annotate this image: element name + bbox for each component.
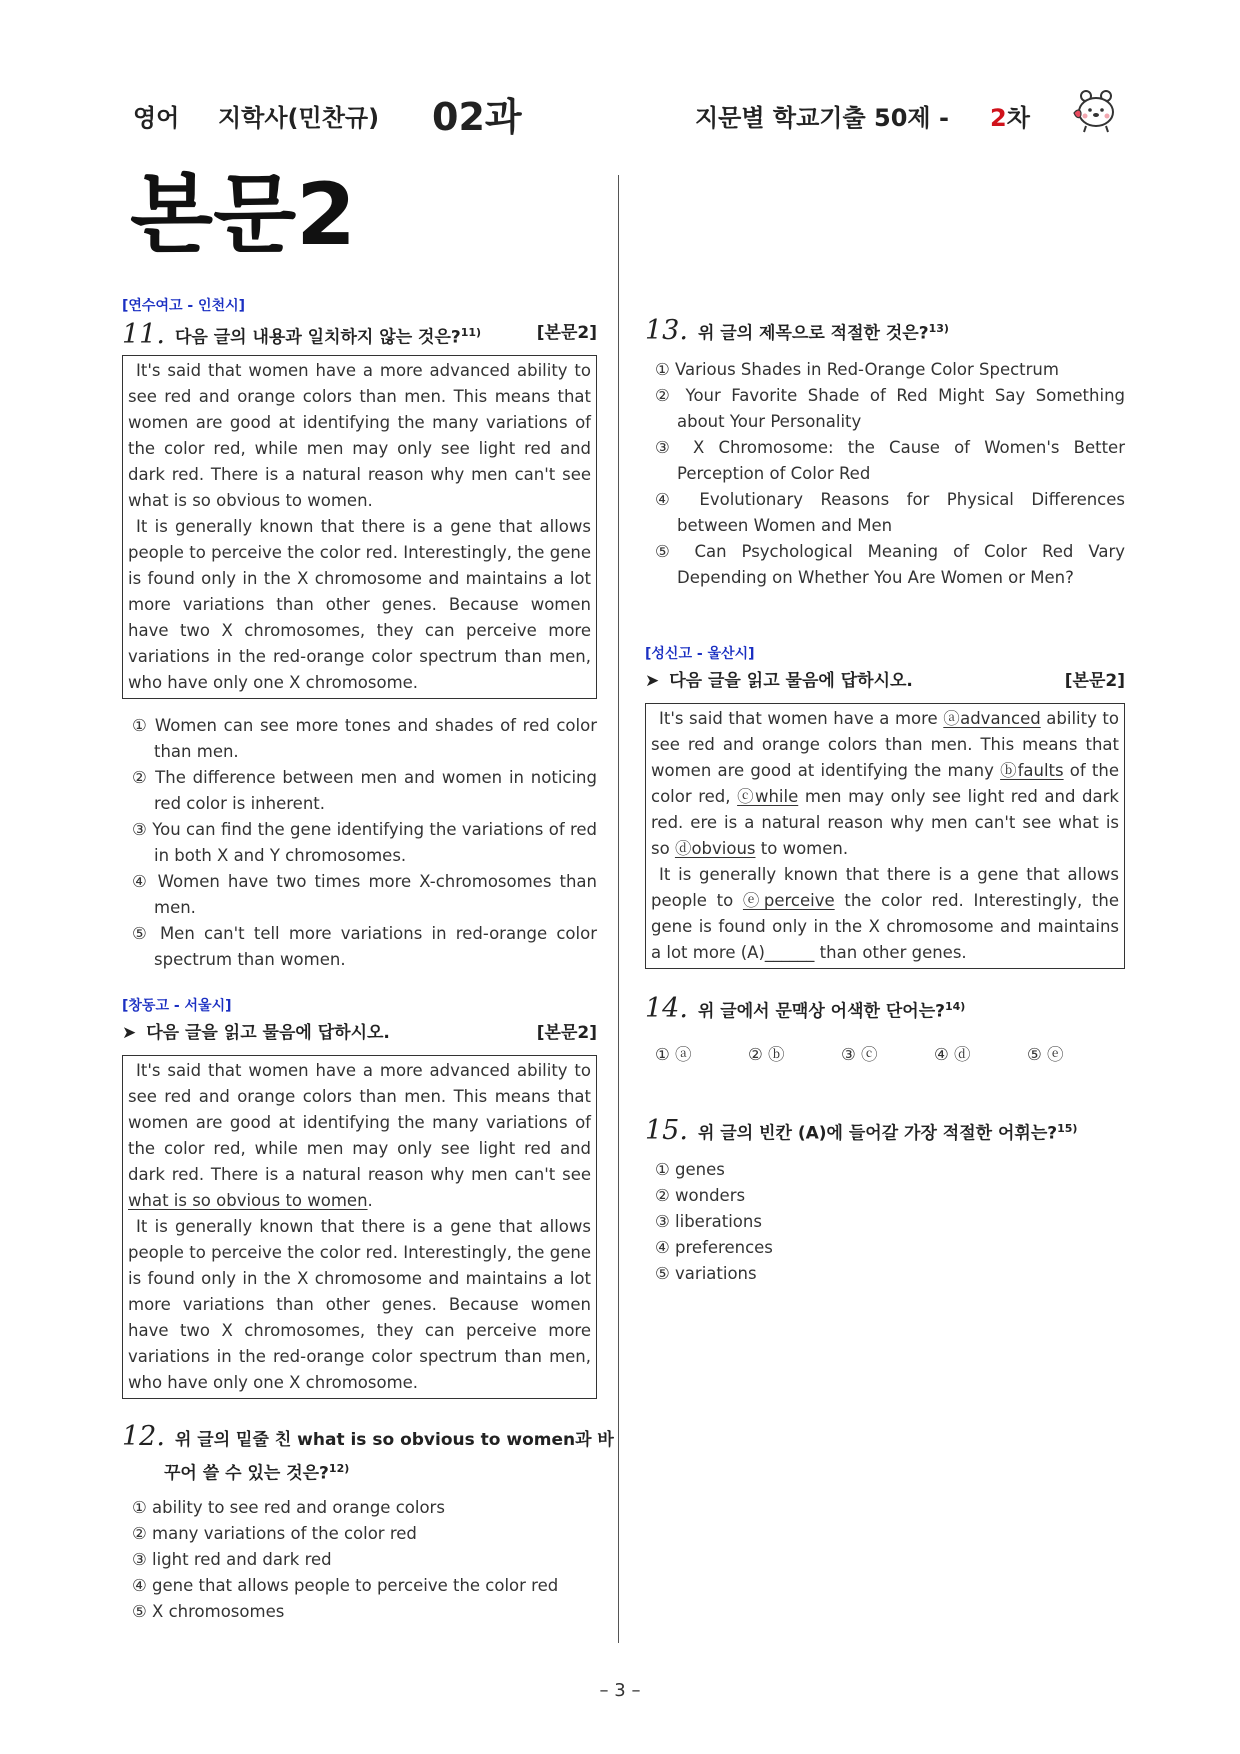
choice-item[interactable]: ② The difference between men and women in noticing red color is inherent. bbox=[132, 768, 597, 813]
header-lesson: 02과 bbox=[432, 95, 522, 139]
choice-list bbox=[132, 1495, 597, 1625]
section-title: 본문2 bbox=[130, 165, 356, 265]
question-number: 11. bbox=[122, 318, 165, 350]
choice-item[interactable]: ④ ⓓ bbox=[934, 1045, 971, 1064]
choice-item[interactable]: ① Various Shades in Red-Orange Color Spectrum bbox=[655, 360, 1059, 379]
choice-item[interactable]: ② ⓑ bbox=[748, 1045, 785, 1064]
question-number: 13. bbox=[645, 314, 688, 346]
choice-item[interactable]: ⑤ X chromosomes bbox=[132, 1602, 285, 1621]
choice-item[interactable]: ④ Women have two times more X-chromosomes than men. bbox=[132, 872, 597, 917]
choice-item[interactable]: ② wonders bbox=[655, 1186, 746, 1205]
question-prompt: 12. 위 글의 밑줄 친 what is so obvious to women과 바 bbox=[122, 1421, 614, 1452]
choice-item[interactable]: ⑤ ⓔ bbox=[1027, 1045, 1064, 1064]
question-prompt-cont: 꾸어 쓸 수 있는 것은?$^{12)}$ bbox=[164, 1462, 350, 1484]
choice-item[interactable]: ③ X Chromosome: the Cause of Women's Better Perception of Color Red bbox=[655, 438, 1125, 483]
passage-paragraph: It is generally known that there is a gene that allows people to ⓔperceive the color red. Interestingly, the gene is found only in the X chromosome and maintains a lot more (A)______ than other genes. bbox=[651, 865, 1119, 962]
question-14 bbox=[645, 991, 1125, 1065]
choice-item[interactable]: ② Your Favorite Shade of Red Might Say Something about Your Personality bbox=[655, 386, 1125, 431]
passage-paragraph: It is generally known that there is a gene that allows people to perceive the color red. Interestingly, the gene is found only in the X chromosome and maintains a lot more variations than other genes. Because women have two X chromosomes, they can perceive more variations in the red-orange color spectrum than men, who have only one X chromosome. bbox=[128, 517, 591, 692]
header-series: 지문별 학교기출 50제 - bbox=[695, 104, 949, 132]
question-prompt: 11. 다음 글의 내용과 일치하지 않는 것은?$^{11)}$ [본문2] bbox=[122, 318, 597, 350]
choice-list bbox=[655, 1041, 1125, 1065]
question-source: [창동고 - 서울시] bbox=[122, 998, 232, 1014]
blank-a: ______ bbox=[764, 943, 815, 962]
header-subject: 영어 bbox=[133, 104, 180, 132]
marked-word-e: ⓔperceive bbox=[742, 891, 835, 910]
question-number: 12. bbox=[122, 1421, 165, 1452]
choice-item[interactable]: ④ Evolutionary Reasons for Physical Differences between Women and Men bbox=[655, 490, 1125, 535]
choice-item[interactable]: ① Women can see more tones and shades of red color than men. bbox=[132, 716, 597, 761]
question-prompt: 14. 위 글에서 문맥상 어색한 단어는?$^{14)}$ bbox=[645, 992, 966, 1024]
choice-item[interactable]: ② many variations of the color red bbox=[132, 1524, 417, 1543]
column-divider bbox=[618, 175, 619, 1643]
passage-paragraph: It's said that women have a more advanced ability to see red and orange colors than men. This means that women are good at identifying the many variations of the color red, while men may only see light red and dark red. There is a natural reason why men can't see what is so obvious to women. bbox=[128, 361, 591, 510]
passage-box bbox=[645, 703, 1125, 969]
choice-list bbox=[655, 357, 1125, 591]
choice-item[interactable]: ⑤ Can Psychological Meaning of Color Red Vary Depending on Whether You Are Women or Men? bbox=[655, 542, 1125, 587]
right-column bbox=[645, 313, 1125, 1287]
question-number: 15. bbox=[645, 1114, 688, 1146]
choice-item[interactable]: ① genes bbox=[655, 1160, 725, 1179]
question-15 bbox=[645, 1113, 1125, 1287]
choice-item[interactable]: ③ light red and dark red bbox=[132, 1550, 332, 1569]
section-tag: [본문2] bbox=[536, 323, 597, 343]
marked-word-a: ⓐadvanced bbox=[943, 709, 1041, 728]
passage-set-12 bbox=[122, 995, 597, 1399]
arrow-icon: ➤ bbox=[645, 671, 660, 691]
choice-item[interactable]: ① ability to see red and orange colors bbox=[132, 1498, 445, 1517]
choice-list bbox=[655, 1157, 1125, 1287]
question-source: [성신고 - 울산시] bbox=[645, 646, 755, 662]
instruction-line: ➤ 다음 글을 읽고 물음에 답하시오. [본문2] bbox=[122, 1017, 597, 1049]
mascot-icon bbox=[1072, 86, 1120, 134]
choice-item[interactable]: ④ gene that allows people to perceive the color red bbox=[132, 1576, 559, 1595]
page-number: – 3 – bbox=[599, 1680, 641, 1701]
question-prompt: 13. 위 글의 제목으로 적절한 것은?$^{13)}$ bbox=[645, 314, 949, 346]
marked-word-c: ⓒwhile bbox=[737, 787, 799, 806]
question-source: [연수여고 - 인천시] bbox=[122, 298, 246, 314]
question-13 bbox=[645, 313, 1125, 591]
choice-item[interactable]: ⑤ variations bbox=[655, 1264, 757, 1283]
choice-item[interactable]: ① ⓐ bbox=[655, 1045, 692, 1064]
passage-paragraph: It's said that women have a more advanced ability to see red and orange colors than men. This means that women are good at identifying the many variations of the color red, while men may only see light red and dark red. There is a natural reason why men can't see what is so obvious to women. bbox=[128, 1061, 591, 1210]
choice-item[interactable]: ③ ⓒ bbox=[841, 1045, 878, 1064]
underlined-phrase: what is so obvious to women bbox=[128, 1191, 368, 1210]
choice-item[interactable]: ④ preferences bbox=[655, 1238, 773, 1257]
question-11 bbox=[122, 295, 597, 973]
left-column bbox=[122, 295, 614, 1625]
passage-box bbox=[122, 1055, 597, 1399]
passage-paragraph: It's said that women have a more ⓐadvanced ability to see red and orange colors than men. This means that women are good at identifying the many ⓑfaults of the color red, ⓒwhile men may only see light red and dark red. ere is a natural reason why men can't see what is so ⓓobvious to women. bbox=[651, 709, 1119, 858]
section-tag: [본문2] bbox=[1064, 671, 1125, 691]
choice-item[interactable]: ③ You can find the gene identifying the variations of red in both X and Y chromosomes. bbox=[132, 820, 597, 865]
passage-paragraph: It is generally known that there is a gene that allows people to perceive the color red. Interestingly, the gene is found only in the X chromosome and maintains a lot more variations than other genes. Because women have two X chromosomes, they can perceive more variations in the red-orange color spectrum than men, who have only one X chromosome. bbox=[128, 1217, 591, 1392]
section-tag: [본문2] bbox=[536, 1023, 597, 1043]
header-teacher: 지학사(민찬규) bbox=[218, 104, 380, 132]
question-number: 14. bbox=[645, 992, 688, 1024]
question-prompt: 15. 위 글의 빈칸 (A)에 들어갈 가장 적절한 어휘는?$^{15)}$ bbox=[645, 1114, 1078, 1146]
passage-set-14 bbox=[645, 643, 1125, 969]
question-12 bbox=[122, 1421, 614, 1625]
marked-word-b: ⓑfaults bbox=[1000, 761, 1064, 780]
passage-box bbox=[122, 355, 597, 699]
choice-list bbox=[132, 713, 597, 973]
arrow-icon: ➤ bbox=[122, 1023, 137, 1043]
choice-item[interactable]: ⑤ Men can't tell more variations in red-orange color spectrum than women. bbox=[132, 924, 597, 969]
marked-word-d: ⓓobvious bbox=[674, 839, 756, 858]
choice-item[interactable]: ③ liberations bbox=[655, 1212, 762, 1231]
instruction-line: ➤ 다음 글을 읽고 물음에 답하시오. [본문2] bbox=[645, 665, 1125, 697]
page-header bbox=[0, 90, 1240, 140]
header-round: 2차 bbox=[990, 104, 1030, 132]
